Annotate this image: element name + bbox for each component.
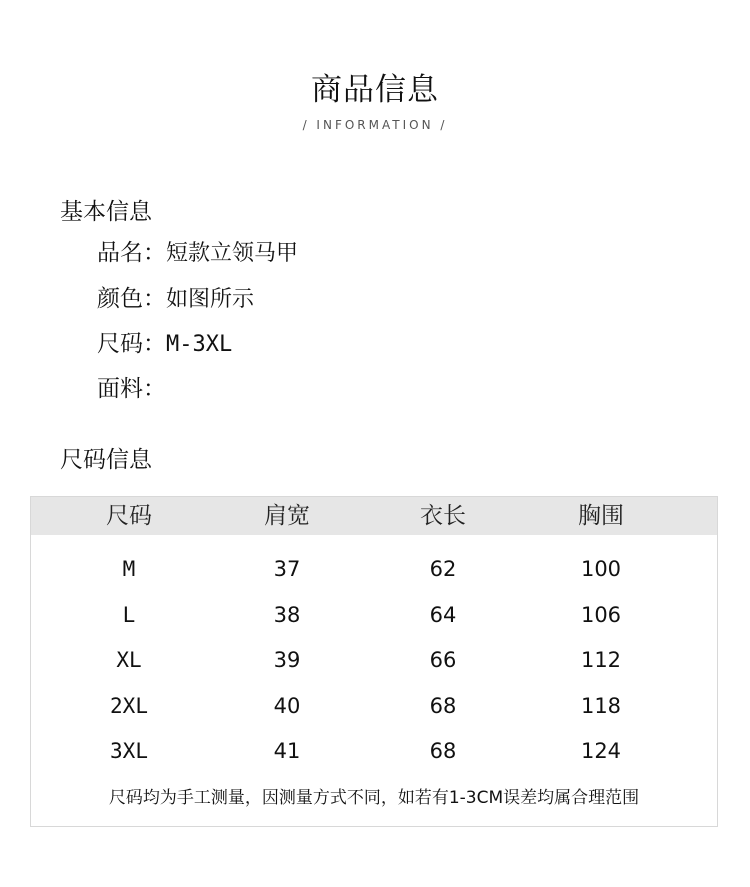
- length-cell: 68: [429, 694, 457, 718]
- chest-cell: 100: [580, 557, 622, 581]
- length-cell: 66: [429, 648, 457, 672]
- product-name-label: 品名：: [97, 240, 166, 266]
- length-cell: 64: [429, 603, 457, 627]
- shoulder-cell: 41: [273, 739, 301, 763]
- chest-cell: 106: [580, 603, 622, 627]
- shoulder-cell: 37: [273, 557, 301, 581]
- product-name-row: [97, 238, 298, 269]
- column-header-length: 衣长: [420, 503, 466, 529]
- table-header: [31, 497, 717, 535]
- size-cell: XL: [116, 648, 142, 672]
- size-info-heading: 尺码信息: [60, 447, 152, 473]
- page-subtitle: / INFORMATION /: [302, 118, 448, 132]
- product-name-value: 短款立领马甲: [166, 241, 299, 266]
- size-cell: M: [122, 557, 136, 581]
- measurement-note: 尺码均为手工测量，因测量方式不同，如若有1-3CM误差均属合理范围: [108, 788, 640, 808]
- column-header-chest: 胸围: [578, 503, 624, 529]
- color-row: [97, 284, 254, 315]
- shoulder-cell: 40: [273, 694, 301, 718]
- shoulder-cell: 38: [273, 603, 301, 627]
- size-value: M-3XL: [166, 332, 233, 357]
- color-value: 如图所示: [166, 287, 255, 312]
- chest-cell: 118: [580, 694, 622, 718]
- column-header-size: 尺码: [106, 503, 152, 529]
- length-cell: 62: [429, 557, 457, 581]
- length-cell: 68: [429, 739, 457, 763]
- size-cell: L: [122, 603, 136, 627]
- chest-cell: 112: [580, 648, 622, 672]
- size-row: [97, 329, 232, 360]
- size-cell: 2XL: [110, 694, 148, 718]
- basic-info-heading: 基本信息: [60, 199, 152, 225]
- color-label: 颜色：: [97, 286, 166, 312]
- size-table: [30, 496, 718, 827]
- size-label: 尺码：: [97, 331, 166, 357]
- page-title: 商品信息: [311, 72, 439, 108]
- column-header-shoulder: 肩宽: [264, 503, 310, 529]
- chest-cell: 124: [580, 739, 622, 763]
- shoulder-cell: 39: [273, 648, 301, 672]
- size-cell: 3XL: [110, 739, 148, 763]
- fabric-row: [97, 374, 166, 405]
- fabric-label: 面料：: [97, 376, 166, 402]
